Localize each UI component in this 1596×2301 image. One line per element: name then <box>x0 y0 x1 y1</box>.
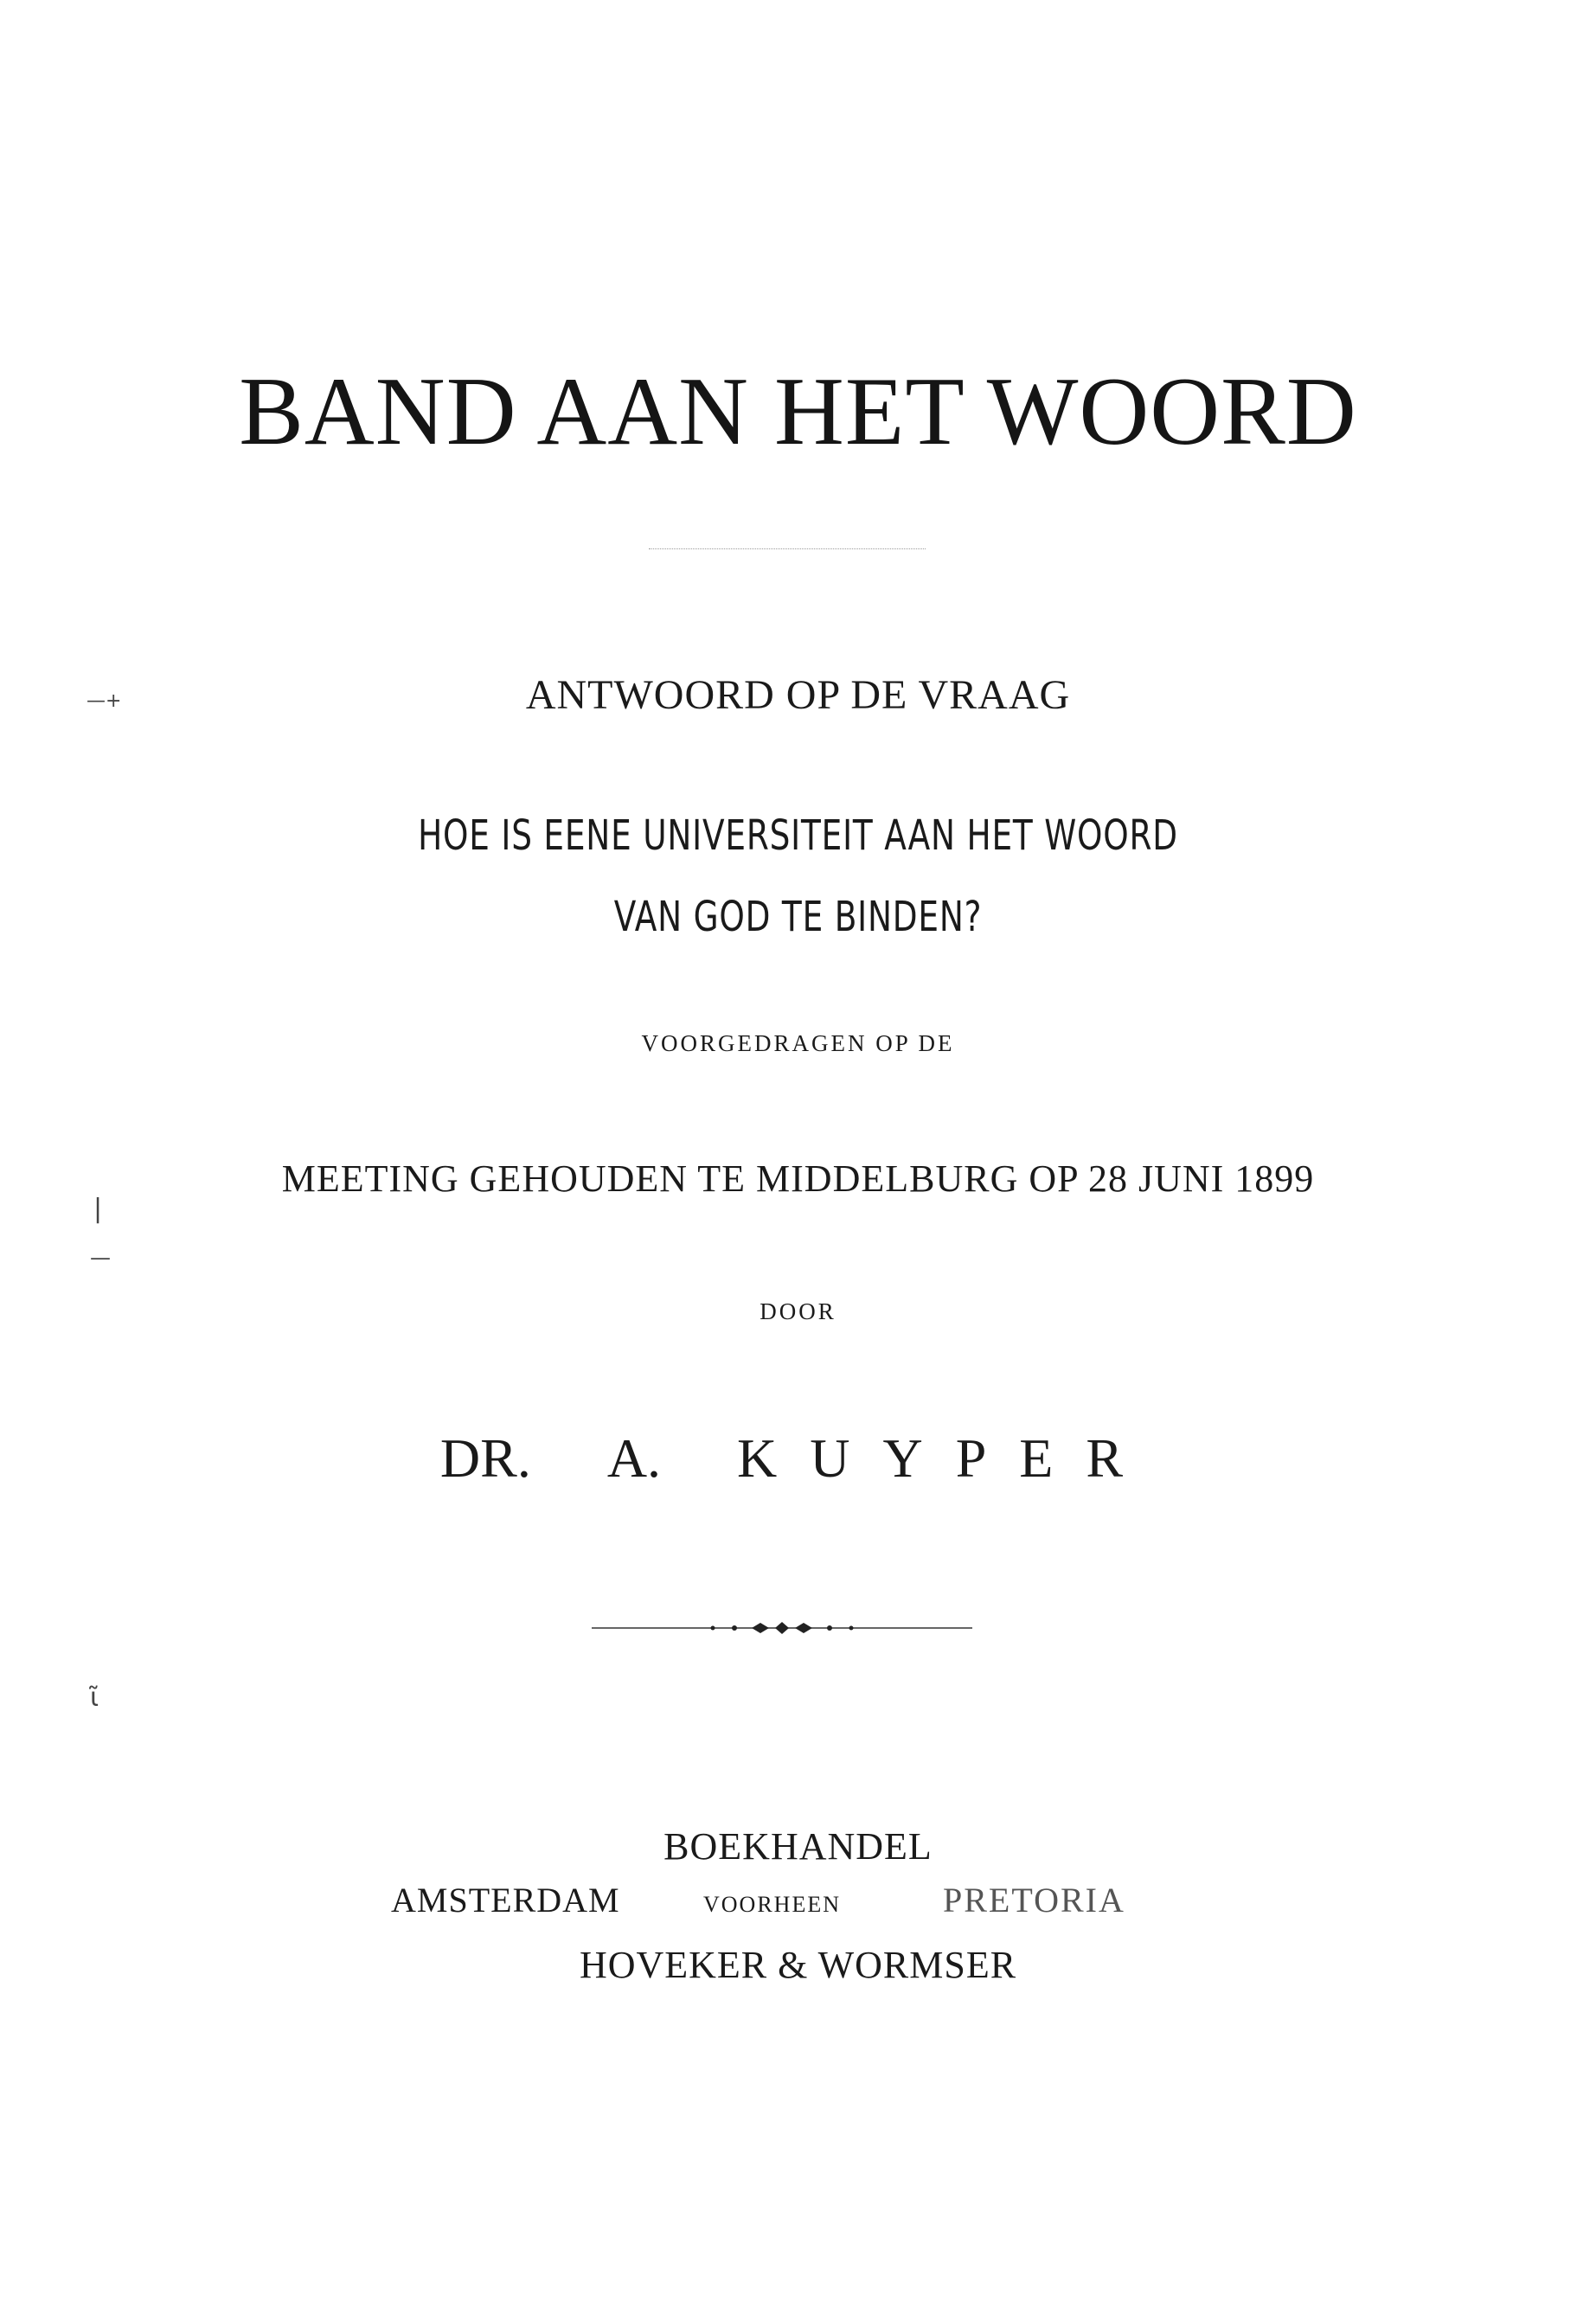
publisher-former-name: PRETORIA <box>943 1881 1125 1920</box>
margin-mark: — <box>90 1246 111 1270</box>
margin-mark: | <box>93 1194 103 1224</box>
publisher-line-3: HOVEKER & WORMSER <box>579 1944 1017 1986</box>
author-surname: KUYPER <box>737 1427 1157 1489</box>
ornament-rule <box>592 1618 972 1638</box>
question-line-2: VAN GOD TE BINDEN? <box>613 893 983 941</box>
publisher-city: AMSTERDAM <box>391 1881 620 1920</box>
author-initial: A. <box>606 1427 662 1489</box>
author-prefix: DR. <box>439 1427 531 1489</box>
publisher-formerly: VOORHEEN <box>703 1892 841 1917</box>
publisher-line-2 <box>0 1883 1596 1921</box>
publisher-line-1: BOEKHANDEL <box>663 1825 933 1868</box>
question-line-1: HOE IS EENE UNIVERSITEIT AAN HET WOORD <box>418 811 1178 860</box>
margin-mark: ɩ̃ <box>90 1682 99 1713</box>
meeting-line: MEETING GEHOUDEN TE MIDDELBURG OP 28 JUNI 1899 <box>281 1157 1315 1200</box>
author-line <box>0 1427 1596 1489</box>
page-title: BAND AAN HET WOORD <box>239 358 1357 465</box>
title-rule <box>649 548 926 549</box>
subtitle: ANTWOORD OP DE VRAAG <box>525 672 1071 718</box>
margin-mark: —+ <box>87 690 122 712</box>
presented-at: VOORGEDRAGEN OP DE <box>641 1030 955 1056</box>
by-line: DOOR <box>760 1298 836 1324</box>
